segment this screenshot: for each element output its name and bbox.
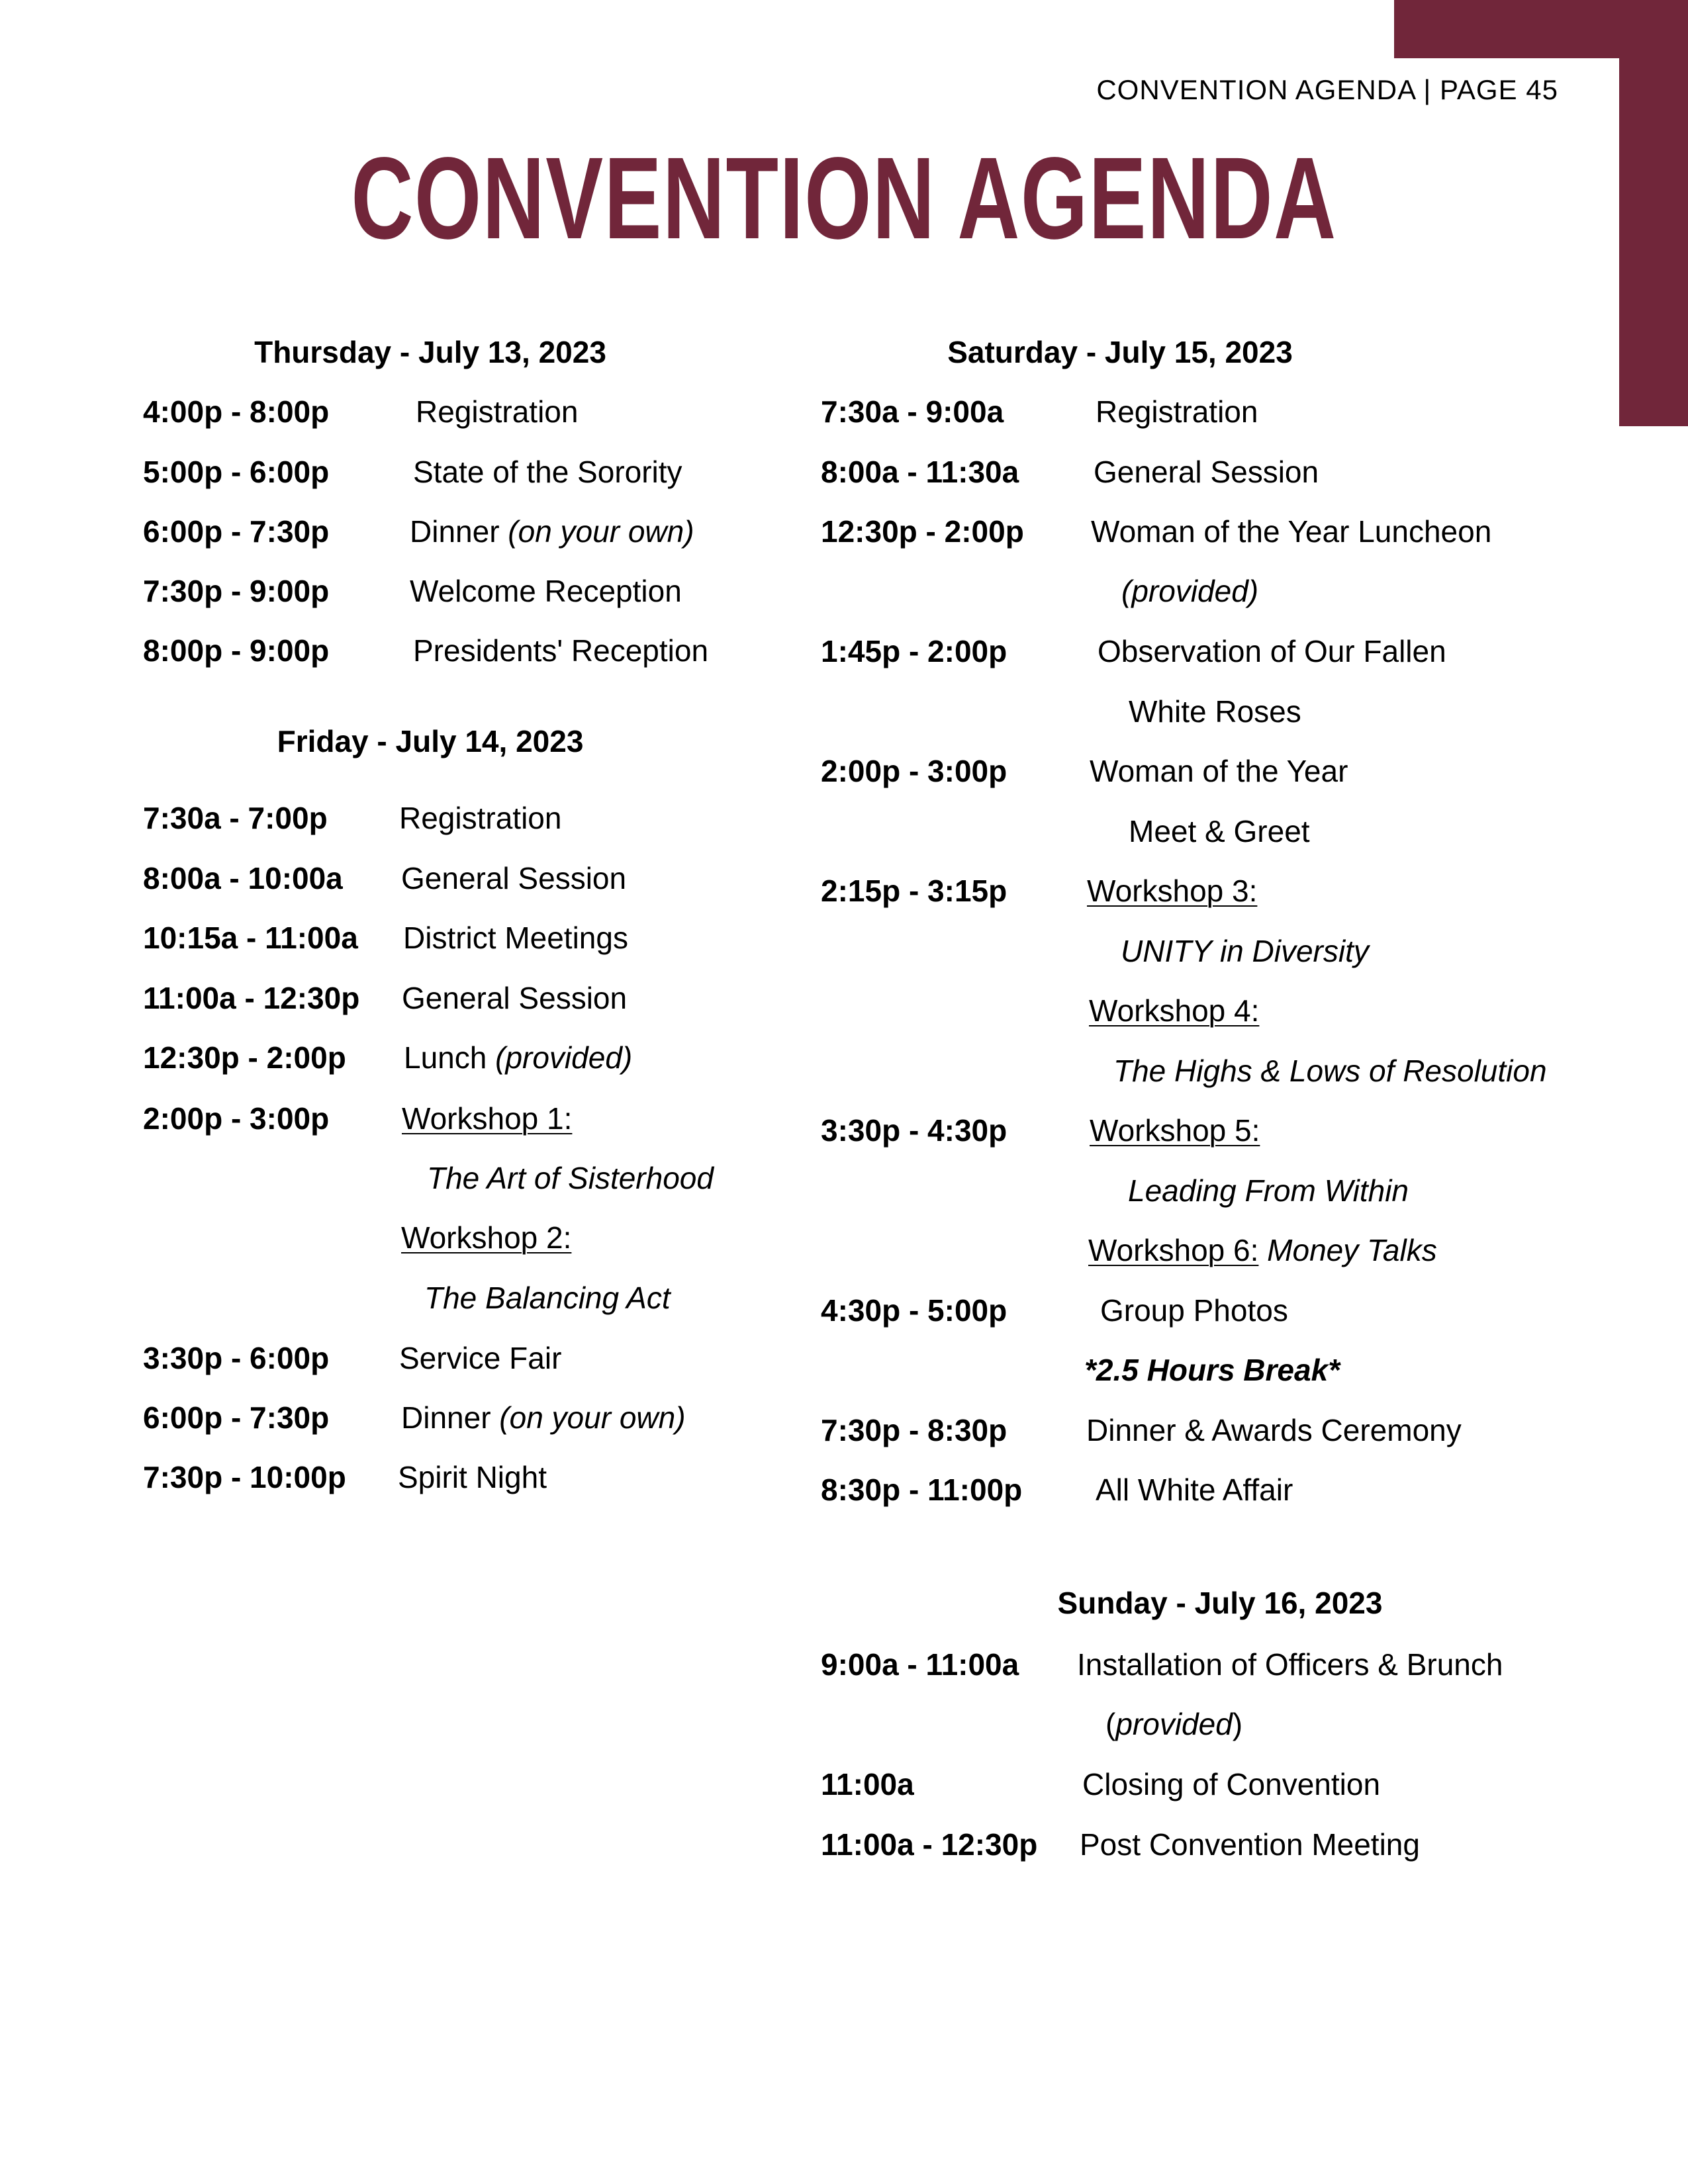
- workshop-5-title: Leading From Within: [1128, 1173, 1409, 1208]
- schedule-event: District Meetings: [403, 921, 628, 955]
- schedule-time: 1:45p - 2:00p: [821, 634, 1008, 668]
- schedule-time: 7:30p - 8:30p: [821, 1413, 1008, 1447]
- schedule-time: 4:30p - 5:00p: [821, 1293, 1008, 1328]
- schedule-time: 7:30a - 9:00a: [821, 394, 1004, 429]
- schedule-time: 7:30a - 7:00p: [143, 801, 328, 835]
- schedule-event: All White Affair: [1096, 1473, 1293, 1507]
- schedule-time: 7:30p - 10:00p: [143, 1460, 346, 1494]
- schedule-time: 9:00a - 11:00a: [821, 1647, 1019, 1682]
- schedule-event: Welcome Reception: [410, 574, 682, 608]
- schedule-event: Installation of Officers & Brunch: [1077, 1647, 1503, 1682]
- workshop-4-link[interactable]: Workshop 4:: [1089, 993, 1260, 1028]
- schedule-time: 3:30p - 4:30p: [821, 1113, 1008, 1148]
- saturday-heading: Saturday - July 15, 2023: [947, 335, 1293, 369]
- schedule-time: 11:00a - 12:30p: [143, 981, 360, 1015]
- schedule-time: 4:00p - 8:00p: [143, 394, 330, 429]
- schedule-time: 8:00a - 11:30a: [821, 455, 1019, 489]
- schedule-time: 3:30p - 6:00p: [143, 1341, 330, 1375]
- schedule-event: Woman of the Year: [1090, 754, 1348, 788]
- event-note: (on your own): [508, 514, 694, 549]
- schedule-event: General Session: [402, 981, 628, 1015]
- schedule-event: Lunch (provided): [404, 1040, 633, 1075]
- sunday-heading: Sunday - July 16, 2023: [1057, 1586, 1383, 1620]
- schedule-event: Dinner (on your own): [401, 1400, 686, 1435]
- schedule-event: Woman of the Year Luncheon: [1091, 514, 1492, 549]
- schedule-event: Group Photos: [1100, 1293, 1288, 1328]
- schedule-event: Dinner & Awards Ceremony: [1086, 1413, 1462, 1447]
- workshop-3-title: UNITY in Diversity: [1121, 934, 1369, 968]
- schedule-event: Registration: [399, 801, 562, 835]
- friday-heading: Friday - July 14, 2023: [277, 724, 584, 758]
- event-note: (provided): [1105, 1707, 1243, 1741]
- workshop-3-link[interactable]: Workshop 3:: [1087, 874, 1258, 908]
- schedule-event: Presidents' Reception: [413, 633, 709, 668]
- schedule-time: 6:00p - 7:30p: [143, 514, 330, 549]
- schedule-event: General Session: [401, 861, 627, 895]
- schedule-event: [1088, 1230, 1437, 1270]
- schedule-time: 6:00p - 7:30p: [143, 1400, 330, 1435]
- event-note: (provided): [1121, 574, 1259, 608]
- schedule-time: 8:30p - 11:00p: [821, 1473, 1023, 1507]
- schedule-time: 11:00a - 12:30p: [821, 1827, 1038, 1862]
- schedule-time: 5:00p - 6:00p: [143, 455, 330, 489]
- schedule-event-continued: White Roses: [1129, 694, 1301, 729]
- schedule-event: Registration: [416, 394, 579, 429]
- schedule-time: 12:30p - 2:00p: [821, 514, 1024, 549]
- workshop-6-link[interactable]: Workshop 6:: [1088, 1233, 1259, 1267]
- schedule-time: 10:15a - 11:00a: [143, 921, 358, 955]
- schedule-event: Registration: [1096, 394, 1258, 429]
- workshop-2-title: The Balancing Act: [424, 1281, 671, 1315]
- event-note: (provided): [495, 1040, 633, 1075]
- workshop-6-title: Money Talks: [1267, 1233, 1437, 1267]
- break-note: *2.5 Hours Break*: [1084, 1353, 1340, 1387]
- schedule-event-continued: Meet & Greet: [1129, 814, 1310, 848]
- schedule-event: Spirit Night: [398, 1460, 547, 1494]
- workshop-4-title: The Highs & Lows of Resolution: [1113, 1054, 1547, 1088]
- accent-bar-side: [1619, 0, 1688, 426]
- schedule-time: 8:00a - 10:00a: [143, 861, 343, 895]
- event-note: (on your own): [499, 1400, 686, 1435]
- workshop-1-link[interactable]: Workshop 1:: [402, 1101, 573, 1136]
- workshop-2-link[interactable]: Workshop 2:: [401, 1220, 572, 1255]
- page-header: CONVENTION AGENDA | PAGE 45: [1096, 74, 1558, 105]
- workshop-5-link[interactable]: Workshop 5:: [1090, 1113, 1260, 1148]
- schedule-time: 12:30p - 2:00p: [143, 1040, 346, 1075]
- schedule-time: 2:00p - 3:00p: [821, 754, 1008, 788]
- schedule-event: Post Convention Meeting: [1080, 1827, 1420, 1862]
- schedule-time: 8:00p - 9:00p: [143, 633, 330, 668]
- schedule-event: Observation of Our Fallen: [1098, 634, 1446, 668]
- thursday-heading: Thursday - July 13, 2023: [254, 335, 606, 369]
- workshop-1-title: The Art of Sisterhood: [427, 1161, 714, 1195]
- schedule-time: 2:15p - 3:15p: [821, 874, 1008, 908]
- schedule-time: 11:00a: [821, 1767, 914, 1801]
- schedule-event: Dinner (on your own): [410, 514, 694, 549]
- schedule-time: 7:30p - 9:00p: [143, 574, 330, 608]
- schedule-event: Closing of Convention: [1082, 1767, 1381, 1801]
- page-title: CONVENTION AGENDA: [351, 134, 1337, 263]
- schedule-event: General Session: [1094, 455, 1319, 489]
- schedule-time: 2:00p - 3:00p: [143, 1101, 330, 1136]
- schedule-event: Service Fair: [399, 1341, 562, 1375]
- schedule-event: State of the Sorority: [413, 455, 682, 489]
